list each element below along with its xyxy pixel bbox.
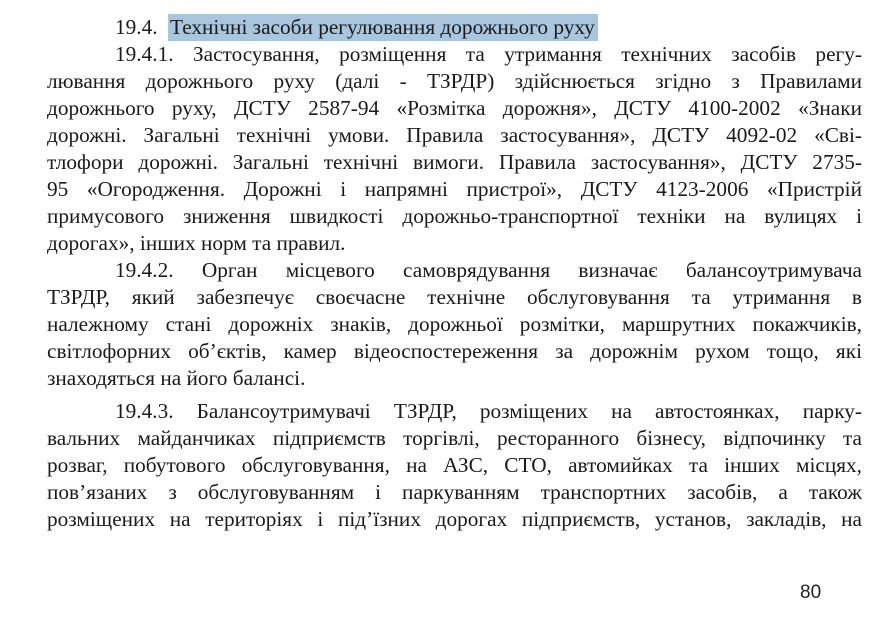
paragraph-19-4-3-line: 19.4.3. Балансоутримувачі ТЗРДР, розміщених на автостоянках, парку- [115, 399, 862, 423]
paragraph-19-4-1-line: 95 «Огородження. Дорожні і напрямні пристрої», ДСТУ 4123-2006 «Пристрій [47, 177, 862, 201]
paragraph-19-4-3-line: розваг, побутового обслуговування, на АЗС, СТО, автомийках та інших місцях, [47, 453, 862, 477]
section-title-highlighted[interactable]: Технічні засоби регулювання дорожнього руху [168, 14, 598, 41]
paragraph-19-4-1-line: лювання дорожнього руху (далі - ТЗРДР) здійснюється згідно з Правилами [47, 69, 862, 93]
section-number: 19.4. [115, 15, 158, 39]
paragraph-19-4-3-line: вальних майданчиках підприємств торгівлі, ресторанного бізнесу, відпочинку та [47, 426, 862, 450]
paragraph-19-4-2-line: світлофорних об’єктів, камер відеоспостереження за дорожнім рухом тощо, які [47, 339, 862, 363]
paragraph-19-4-1-line: 19.4.1. Застосування, розміщення та утримання технічних засобів регу- [115, 42, 862, 66]
paragraph-19-4-1-line: дорожні. Загальні технічні умови. Правила застосування», ДСТУ 4092-02 «Сві- [47, 123, 862, 147]
paragraph-19-4-1-line: дорожнього руху, ДСТУ 2587-94 «Розмітка дорожня», ДСТУ 4100-2002 «Знаки [47, 96, 862, 120]
paragraph-19-4-3-line: пов’язаних з обслуговуванням і паркуванням транспортних засобів, а також [47, 480, 862, 504]
paragraph-19-4-2-line: належному стані дорожніх знаків, дорожньої розмітки, маршрутних покажчиків, [47, 312, 862, 336]
paragraph-19-4-1-line: примусового зниження швидкості дорожньо-транспортної техніки на вулицях і [47, 204, 862, 228]
paragraph-19-4-2-line: знаходяться на його балансі. [47, 366, 306, 390]
paragraph-19-4-1-line: тлофори дорожні. Загальні технічні вимоги. Правила застосування», ДСТУ 2735- [47, 150, 862, 174]
page-number: 80 [800, 582, 822, 603]
paragraph-19-4-1-line: дорогах», інших норм та правил. [47, 231, 346, 255]
paragraph-19-4-3-line: розміщених на територіях і під’їзних дорогах підприємств, установ, закладів, на [47, 507, 862, 531]
paragraph-19-4-2-line: 19.4.2. Орган місцевого самоврядування визначає балансоутримувача [115, 258, 862, 282]
paragraph-19-4-2-line: ТЗРДР, який забезпечує своєчасне технічне обслуговування та утримання в [47, 285, 862, 309]
